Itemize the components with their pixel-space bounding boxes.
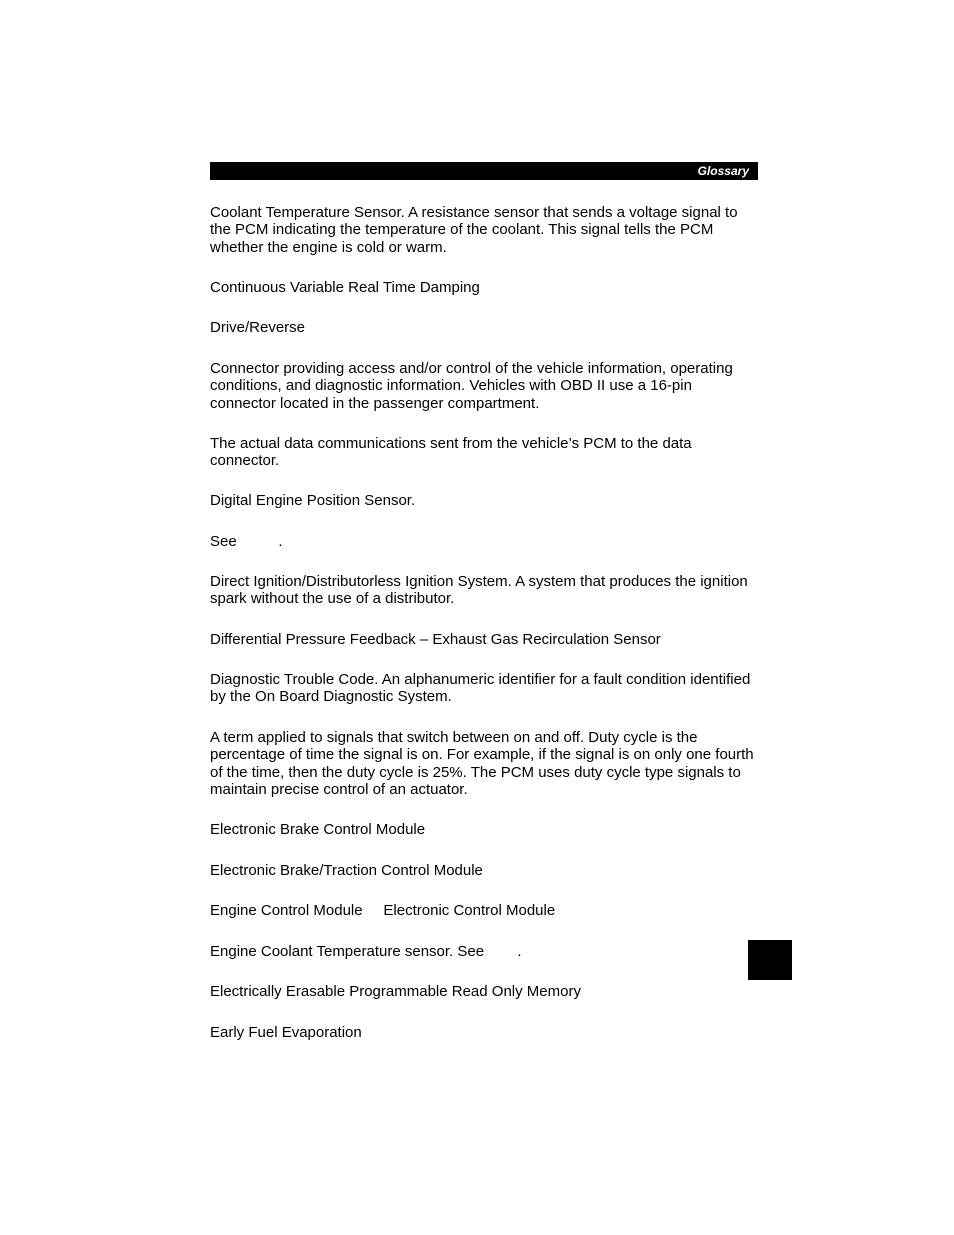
glossary-entry: Engine Coolant Temperature sensor. See . <box>210 943 522 960</box>
glossary-entry: Continuous Variable Real Time Damping <box>210 279 480 296</box>
glossary-entry: The actual data communications sent from the vehicle’s PCM to the data connector. <box>210 435 692 470</box>
glossary-entry: Drive/Reverse <box>210 319 306 336</box>
glossary-entry: A term applied to signals that switch between on and off. Duty cycle is the percentage of time the signal is on. For example, if the signal is on only one fourth of the time, then the duty cycle is 25%. The PCM uses duty cycle type signals to maintain precise control of an actuator. <box>210 729 754 798</box>
glossary-entry: Electrically Erasable Programmable Read Only Memory <box>210 983 581 1000</box>
section-header-bar <box>210 162 758 180</box>
glossary-entry: Early Fuel Evaporation <box>210 1024 362 1041</box>
glossary-entry: Direct Ignition/Distributorless Ignition System. A system that produces the ignition spark without the use of a distributor. <box>210 573 748 608</box>
glossary-entry: Coolant Temperature Sensor. A resistance sensor that sends a voltage signal to the PCM indicating the temperature of the coolant. This signal tells the PCM whether the engine is cold or warm. <box>210 204 738 256</box>
glossary-entry: Diagnostic Trouble Code. An alphanumeric identifier for a fault condition identified by the On Board Diagnostic System. <box>210 671 751 706</box>
section-tab-marker <box>748 940 792 980</box>
glossary-entry: Digital Engine Position Sensor. <box>210 492 416 509</box>
glossary-entry: Differential Pressure Feedback – Exhaust Gas Recirculation Sensor <box>210 631 661 648</box>
glossary-entry: Connector providing access and/or control of the vehicle information, operating conditions, and diagnostic information. Vehicles with OBD II use a 16-pin connector located in the passenger compartment. <box>210 360 733 412</box>
glossary-entry: Electronic Brake Control Module <box>210 821 426 838</box>
section-title: Glossary <box>697 164 749 178</box>
glossary-entry: Electronic Brake/Traction Control Module <box>210 862 483 879</box>
glossary-entry: Engine Control Module Electronic Control Module <box>210 902 556 919</box>
glossary-entry: See . <box>210 533 283 550</box>
